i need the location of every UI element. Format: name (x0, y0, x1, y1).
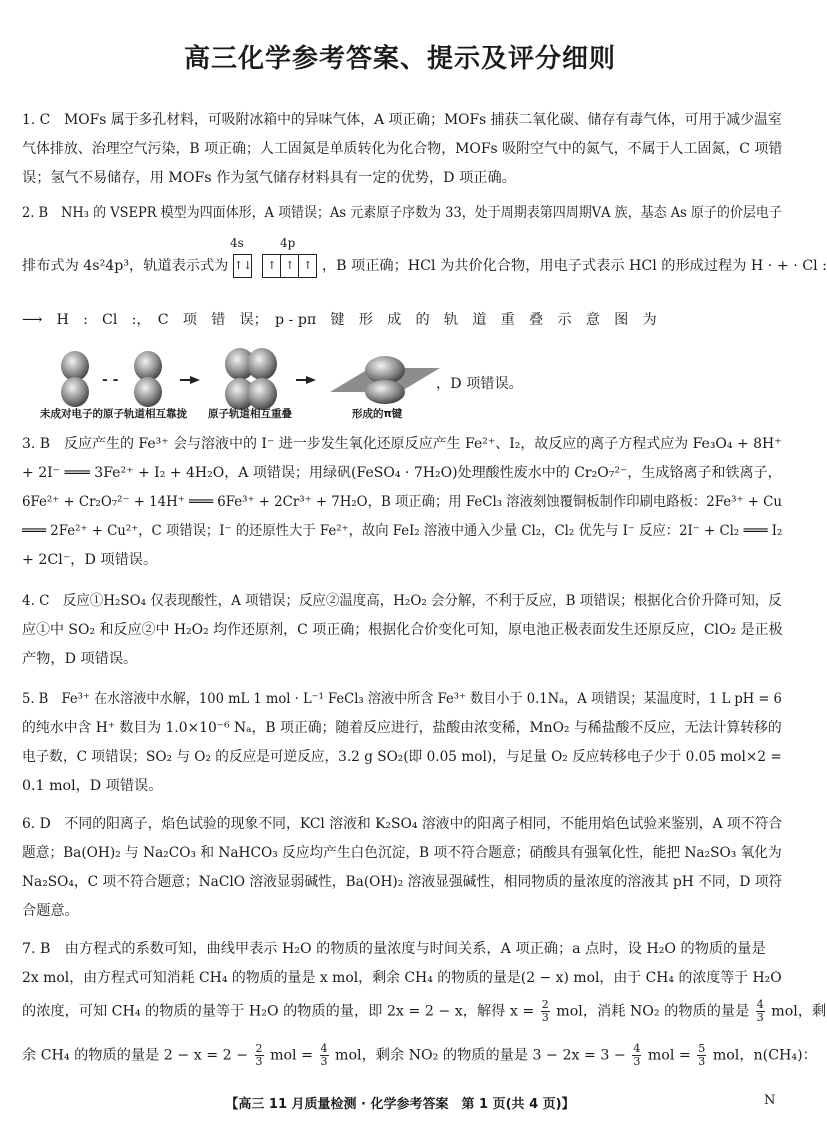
q2-line-1: 2. B NH₃ 的 VSEPR 模型为四面体形，A 项错误；As 元素原子序数为 33，处于周期表第四周期ⅤA 族，基态 As 原子的价层电子 (22, 205, 782, 221)
overlap-orbitals-icon (225, 348, 277, 410)
fraction-5-3: $\frac{5}{3}$ (698, 1042, 706, 1068)
q2-line-2a: 排布式为 4s²4p³，轨道表示式为 (22, 258, 229, 274)
arrow-icon (306, 376, 316, 384)
q3-line-2: + 2I⁻ ═══ 3Fe²⁺ + I₂ + 4H₂O，A 项错误；用绿矾(FeSO₄ · 7H₂O)处理酸性废水中的 Cr₂O₇²⁻，生成铬离子和铁离子， (22, 465, 782, 481)
q2-line-4: ，D 项错误。 (436, 376, 523, 392)
fraction-4-3: $\frac{4}{3}$ (756, 998, 764, 1024)
orbital-label-4p: 4p (280, 236, 296, 250)
q6-line-1: 6. D 不同的阳离子，焰色试验的现象不同，KCl 溶液和 K₂SO₄ 溶液中的阳离子相同，不能用焰色试验来鉴别，A 项不符合 (22, 816, 783, 832)
q5-line-4: 0.1 mol，D 项错误。 (22, 778, 163, 794)
q5-line-3: 电子数，C 项错误；SO₂ 与 O₂ 的反应是可逆反应，3.2 g SO₂(即 0.05 mol)，与足量 O₂ 反应转移电子少于 0.05 mol×2 = (22, 749, 782, 765)
orbital-diagram-4p: ↑ ↑ ↑ (262, 254, 317, 278)
q1-line-2: 气体排放、治理空气污染，B 项正确；人工固氮是单质转化为化合物，MOFs 吸附空气中的氮气，不属于人工固氮，C 项错 (22, 141, 783, 157)
page-code: N (764, 1093, 776, 1108)
q6-line-3: Na₂SO₄，C 项不符合题意；NaClO 溶液显弱碱性，Ba(OH)₂ 溶液显强碱性，相同物质的量浓度的溶液其 pH 不同，D 项符 (22, 874, 783, 890)
q1-line-3: 误；氢气不易储存，用 MOFs 作为氢气储存材料具有一定的优势，D 项正确。 (22, 170, 516, 186)
q7-line-1: 7. B 由方程式的系数可知，曲线甲表示 H₂O 的物质的量浓度与时间关系，A 项正确；a 点时，设 H₂O 的物质的量是 (22, 941, 766, 957)
orbital-label-4s: 4s (230, 236, 244, 250)
figure-caption-3: 形成的π键 (352, 408, 403, 420)
q4-line-2: 应①中 SO₂ 和反应②中 H₂O₂ 均作还原剂，C 项正确；根据化合价变化可知，原电池正极表面发生还原反应，ClO₂ 是正极 (22, 622, 783, 638)
q7-line-2: 2x mol，由方程式可知消耗 CH₄ 的物质的量是 x mol，剩余 CH₄ 的物质的量是(2 − x) mol，由于 CH₄ 的浓度等于 H₂O (22, 970, 782, 986)
q7-line-3b: mol，消耗 NO₂ 的物质的量是 (556, 1003, 750, 1020)
q7-line-4e: mol，n(CH₄)： (712, 1047, 817, 1064)
p-orbital-right-icon (134, 351, 162, 407)
q1-line-1: 1. C MOFs 属于多孔材料，可吸附冰箱中的异味气体，A 项正确；MOFs 捕获二氧化碳、储存有毒气体，可用于减少温室 (22, 112, 782, 128)
fraction-2-3: $\frac{2}{3}$ (255, 1042, 263, 1068)
q2-line-2 (22, 254, 827, 278)
orbital-diagram-4s: ↑↓ (233, 254, 252, 278)
figure-caption-2: 原子轨道相互重叠 (208, 408, 292, 420)
q2-line-2b: ，B 项正确；HCl 为共价化合物，用电子式表示 HCl 的形成过程为 H · + · Cl : (321, 258, 827, 274)
q7-line-3 (22, 999, 826, 1024)
p-orbital-left-icon (61, 351, 89, 407)
q4-line-1: 4. C 反应①H₂SO₄ 仅表现酸性，A 项错误；反应②温度高，H₂O₂ 会分解，不利于反应，B 项错误；根据化合价升降可知，反 (22, 593, 782, 609)
q7-line-4 (22, 1043, 817, 1068)
q4-line-3: 产物，D 项错误。 (22, 651, 138, 667)
fraction-2-3: $\frac{2}{3}$ (541, 998, 549, 1024)
q2-line-3: ⟶ H : Cl :， C 项 错 误； p - pπ 键 形 成 的 轨 道 重 叠 示 意 图 为 (22, 312, 657, 328)
q5-line-2: 的纯水中含 H⁺ 数目为 1.0×10⁻⁶ Nₐ，B 项正确；随着反应进行，盐酸由浓变稀，MnO₂ 与稀盐酸不反应，无法计算转移的 (22, 720, 782, 736)
pi-bond-icon (330, 356, 440, 404)
q7-line-4b: mol = (270, 1047, 313, 1064)
page-footer: 【高三 11 月质量检测 · 化学参考答案 第 1 页(共 4 页)】 (225, 1097, 575, 1112)
q3-line-3: 6Fe²⁺ + Cr₂O₇²⁻ + 14H⁺ ═══ 6Fe³⁺ + 2Cr³⁺ + 7H₂O，B 项正确；用 FeCl₃ 溶液刻蚀覆铜板制作印刷电路板：2Fe³⁺ + Cu (22, 494, 782, 510)
page-title: 高三化学参考答案、提示及评分细则 (183, 44, 616, 74)
fraction-4-3: $\frac{4}{3}$ (633, 1042, 641, 1068)
q7-line-4a: 余 CH₄ 的物质的量是 2 − x = 2 − (22, 1047, 249, 1064)
figure-caption-1: 未成对电子的原子轨道相互靠拢 (40, 408, 187, 420)
q6-line-4: 合题意。 (22, 903, 79, 919)
q7-line-3c: mol，剩 (771, 1003, 827, 1020)
q7-line-4c: mol，剩余 NO₂ 的物质的量是 3 − 2x = 3 − (335, 1047, 626, 1064)
svg-text:- -: - - (102, 372, 119, 388)
fraction-4-3: $\frac{4}{3}$ (320, 1042, 328, 1068)
q5-line-1: 5. B Fe³⁺ 在水溶液中水解，100 mL 1 mol · L⁻¹ FeCl₃ 溶液中所含 Fe³⁺ 数目小于 0.1Nₐ，A 项错误；某温度时，1 L pH = 6 (22, 691, 782, 707)
q3-line-1: 3. B 反应产生的 Fe³⁺ 会与溶液中的 I⁻ 进一步发生氧化还原反应产生 Fe²⁺、I₂，故反应的离子方程式应为 Fe₃O₄ + 8H⁺ (22, 436, 782, 452)
q7-line-3a: 的浓度，可知 CH₄ 的物质的量等于 H₂O 的物质的量，即 2x = 2 − x，解得 x = (22, 1003, 535, 1020)
q3-line-5: + 2Cl⁻，D 项错误。 (22, 552, 158, 568)
q7-line-4d: mol = (647, 1047, 691, 1064)
q6-line-2: 题意；Ba(OH)₂ 与 Na₂CO₃ 和 NaHCO₃ 反应均产生白色沉淀，B 项不符合题意；硝酸具有强氧化性，能把 Na₂SO₃ 氧化为 (22, 845, 782, 861)
q3-line-4: ═══ 2Fe²⁺ + Cu²⁺，C 项错误；I⁻ 的还原性大于 Fe²⁺，故向 FeI₂ 溶液中通入少量 Cl₂，Cl₂ 优先与 I⁻ 反应：2I⁻ + Cl₂ ═══ I₂ (22, 523, 783, 539)
arrow-icon (190, 376, 200, 384)
